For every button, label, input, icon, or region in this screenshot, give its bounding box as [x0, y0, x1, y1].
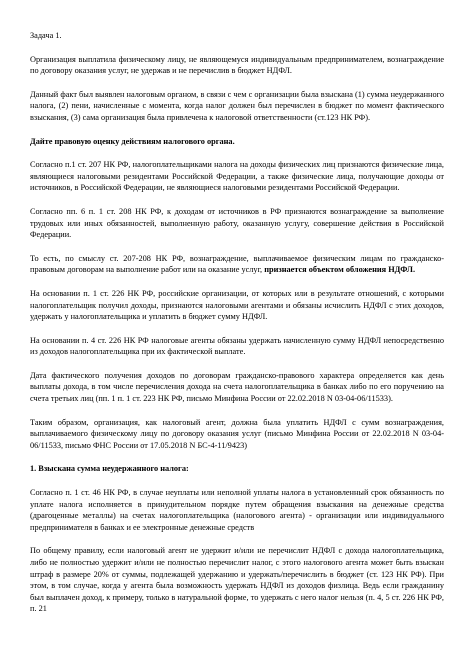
section-heading-1-text: 1. Взыскана сумма неудержанного налога: [30, 464, 189, 474]
paragraph-art-46: Согласно п. 1 ст. 46 НК РФ, в случае неуплаты или неполной уплаты налога в установленный срок обязанность по уплате налога исполняется в принудительном порядке путем обращения взыскания на денежные средства (драгоценные металлы) на счетах налогоплательщика (налогового агента) - организации или индивидуального предпринимателя в банках и ее электронные денежные средств [30, 488, 444, 532]
paragraph-art-226-p1: На основании п. 1 ст. 226 НК РФ, российские организации, от которых или в результате отношений, с которыми налогоплательщик получил доходы, признаются налоговыми агентами и обязаны исчислить НДФЛ с этих доходов, удержать у налогоплательщика и уплатить в бюджет сумму НДФЛ. [30, 288, 444, 322]
paragraph-summary: Таким образом, организация, как налоговый агент, должна была уплатить НДФЛ с сумм вознаграждения, выплачиваемого физическому лицу по договору оказания услуг (письмо Минфина России от 22.02.2018 N 03-04-06/11533, письмо ФНС России от 17.05.2018 N БС-4-11/9423) [30, 417, 444, 450]
section-heading-1 [30, 463, 444, 475]
paragraph-art-208: Согласно пп. 6 п. 1 ст. 208 НК РФ, к доходам от источников в РФ признаются вознаграждение за выполнение трудовых или иных обязанностей, выполненную работу, оказанную услугу, совершение действия в Российской Федерации. [30, 206, 444, 240]
paragraph-art-207: Согласно п.1 ст. 207 НК РФ, налогоплательщиками налога на доходы физических лиц признаются физические лица, являющиеся налоговыми резидентами Российской Федерации, а также физические лица, получающие доходы от источников, в Российской Федерации, не являющиеся налоговыми резидентами Российской Федерации. [30, 160, 444, 193]
paragraph-conclusion-bold: признается объектом обложения НДФЛ. [264, 265, 416, 275]
paragraph-art-226-p4: На основании п. 4 ст. 226 НК РФ налоговые агенты обязаны удержать начисленную сумму НДФЛ непосредственно из доходов налогоплательщика при их фактической выплате. [30, 335, 444, 357]
paragraph-conclusion-object [30, 253, 444, 276]
task-question [30, 136, 444, 148]
paragraph-conclusion-text: То есть, по смыслу ст. 207-208 НК РФ, вознаграждение, выплачиваемое физическим лицам по гражданско-правовым договорам на выполнение работ или на оказание услуг, [30, 253, 444, 275]
paragraph-task-facts: Данный факт был выявлен налоговым органом, в связи с чем с организации была взыскана (1) сумма неудержанного налога, (2) пени, начисленные с момента, когда налог должен был перечислен в бюджет по момент фактического взыскания, (3) сама организация была привлечена к налоговой ответственности (ст.123 НК РФ). [30, 89, 444, 122]
task-title: Задача 1. [30, 31, 62, 40]
paragraph-income-date: Дата фактического получения доходов по договорам гражданско-правового характера определяется как день выплаты дохода, в том числе перечисления дохода на счета налогоплательщика в банках либо по его поручению на счета третьих лиц (пп. 1 п. 1 ст. 223 НК РФ, письмо Минфина России от 22.02.2018 N 03-04-06/11533). [30, 370, 444, 404]
paragraph-task-description: Организация выплатила физическому лицу, не являющемуся индивидуальным предпринимателем, вознаграждение по договору оказания услуг, не удержав и не перечислив в бюджет НДФЛ. [30, 54, 444, 76]
paragraph-general-rule: По общему правилу, если налоговый агент не удержит и/или не перечислит НДФЛ с дохода налогоплательщика, либо не полностью удержит и/или не полностью перечислит налог, с этого налогового агента может быть взыскан штраф в размере 20% от суммы, подлежащей удержанию и удержать/перечислить в бюджет (ст. 123 НК РФ). При этом, в том случае, когда у агента была возможность удержать НДФЛ из доходов физлица. Ведь если гражданину был выплачен доход, к примеру, только в натуральной форме, то удержать с него налог нельзя (п. 4, 5 ст. 226 НК РФ, п. 21 [30, 546, 444, 614]
task-question-text: Дайте правовую оценку действиям налогового органа. [30, 136, 235, 146]
